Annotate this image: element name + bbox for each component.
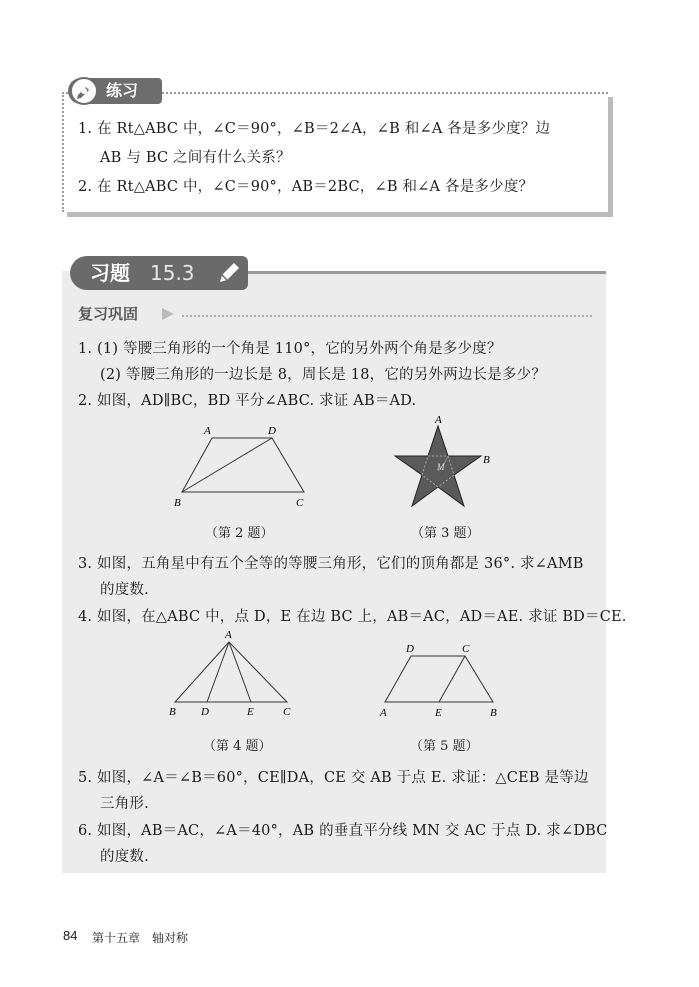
- q2-prefix: 2. 在 Rt: [78, 179, 134, 195]
- problem-4: 4. 如图，在△ABC 中，点 D，E 在边 BC 上，AB＝AC，AD＝AE. 求证 BD＝CE.: [78, 609, 627, 625]
- figure-4-caption: （第 4 题）: [203, 739, 272, 754]
- figure-2-caption: （第 2 题）: [205, 526, 274, 541]
- q2-rest: ABC 中，∠C＝90°，AB＝2BC，∠B 和∠A 各是多少度？: [145, 179, 534, 195]
- triangle-arrow-icon: [160, 306, 176, 322]
- label-B: B: [490, 707, 497, 719]
- section-divider: [182, 315, 592, 317]
- exercise-title: 习题: [90, 261, 130, 285]
- label-B: B: [483, 454, 490, 466]
- label-B: B: [174, 497, 181, 509]
- problem-6a: 6. 如图，AB＝AC，∠A＝40°，AB 的垂直平分线 MN 交 AC 于点 D. 求∠DBC: [78, 823, 608, 839]
- problem-3b: 的度数.: [100, 582, 149, 598]
- label-A: A: [380, 707, 387, 719]
- problem-3a: 3. 如图，五角星中有五个全等的等腰三角形，它们的顶角都是 36°. 求∠AMB: [78, 556, 584, 572]
- label-E: E: [435, 707, 442, 719]
- chapter-title: 第十五章 轴对称: [92, 931, 189, 945]
- practice-title: 练习: [106, 81, 139, 100]
- label-M: M: [437, 462, 445, 472]
- label-D: D: [406, 643, 414, 655]
- page-number: 84: [63, 928, 78, 943]
- problem-5b: 三角形.: [100, 796, 149, 812]
- label-C: C: [462, 643, 470, 655]
- label-D: D: [201, 706, 209, 718]
- problem-1b: (2) 等腰三角形的一边长是 8，周长是 18，它的另外两边长是多少？: [100, 367, 547, 383]
- exercise-tab: [70, 256, 248, 290]
- practice-q1-line1: 1. 在 Rt△ABC 中，∠C＝90°，∠B＝2∠A，∠B 和∠A 各是多少度？边: [78, 121, 551, 137]
- figure-3-caption: （第 3 题）: [411, 526, 480, 541]
- figure-2: [170, 420, 330, 510]
- label-C: C: [296, 497, 304, 509]
- section-heading: 复习巩固: [78, 305, 139, 323]
- figure-5-caption: （第 5 题）: [410, 739, 479, 754]
- exercise-tab-line: [240, 271, 606, 274]
- q1-rest: ABC 中，∠C＝90°，∠B＝2∠A，∠B 和∠A 各是多少度？边: [145, 121, 551, 137]
- problem-5a: 5. 如图，∠A＝∠B＝60°，CE∥DA，CE 交 AB 于点 E. 求证：△CEB 是等边: [78, 770, 589, 786]
- problem-1a: 1. (1) 等腰三角形的一个角是 110°，它的另外两个角是多少度？: [78, 341, 502, 357]
- figure-5: [375, 636, 510, 720]
- label-B: B: [169, 706, 176, 718]
- problem-2: 2. 如图，AD∥BC，BD 平分∠ABC. 求证 AB＝AD.: [78, 393, 417, 409]
- exercise-number: 15.3: [150, 261, 195, 285]
- label-E: E: [247, 706, 254, 718]
- label-A: A: [204, 425, 211, 437]
- practice-q2: 2. 在 Rt△ABC 中，∠C＝90°，AB＝2BC，∠B 和∠A 各是多少度？: [78, 179, 534, 195]
- figure-4: [165, 628, 300, 720]
- label-A: A: [435, 414, 442, 426]
- pencil-icon: [216, 260, 242, 286]
- pencil-icon: [70, 77, 98, 105]
- q1-prefix: 1. 在 Rt: [78, 121, 134, 137]
- label-C: C: [283, 706, 291, 718]
- problem-6b: 的度数.: [100, 849, 149, 865]
- label-D: D: [268, 425, 276, 437]
- figure-3: [385, 414, 505, 524]
- label-A: A: [225, 629, 232, 641]
- practice-q1-line2: AB 与 BC 之间有什么关系？: [100, 150, 291, 166]
